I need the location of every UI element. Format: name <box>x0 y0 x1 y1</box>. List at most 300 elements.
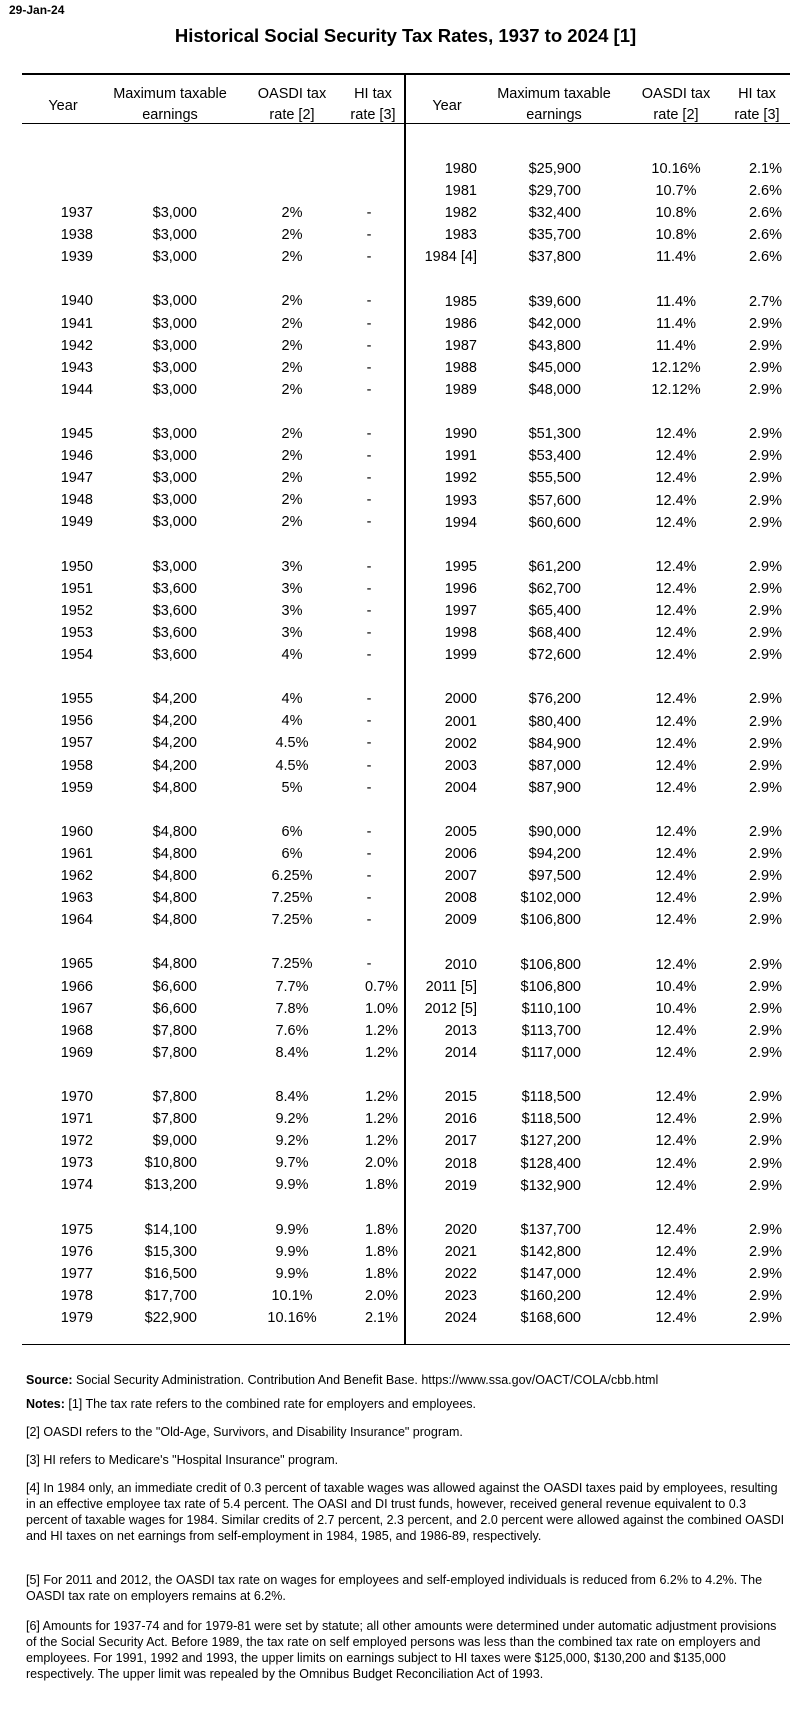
cell-oasdi-rate: 6% <box>281 845 303 862</box>
cell-year: 1948 <box>60 492 93 509</box>
cell-year: 1941 <box>60 315 93 332</box>
header-year-right: Year <box>432 98 462 114</box>
cell-max-earnings: $3,000 <box>152 381 197 398</box>
cell-oasdi-rate: 7.25% <box>271 890 313 907</box>
cell-hi-rate: 2.9% <box>748 1022 782 1039</box>
cell-year: 1958 <box>60 757 93 774</box>
cell-hi-rate: - <box>366 757 372 774</box>
cell-hi-rate: 2.9% <box>748 492 782 509</box>
cell-oasdi-rate: 12.4% <box>655 1111 697 1128</box>
cell-hi-rate: 2.9% <box>748 1111 782 1128</box>
cell-oasdi-rate: 12.4% <box>655 1266 697 1282</box>
cell-year: 1944 <box>60 381 93 398</box>
header-oasdi-line1: OASDI tax <box>257 86 327 102</box>
cell-year: 1949 <box>60 514 93 531</box>
cell-hi-rate: 2.9% <box>748 713 782 730</box>
cell-max-earnings: $3,000 <box>152 514 197 531</box>
cell-max-earnings: $14,100 <box>144 1221 197 1238</box>
cell-oasdi-rate: 9.9% <box>275 1177 309 1194</box>
cell-oasdi-rate: 4.5% <box>275 757 309 774</box>
cell-year: 1975 <box>60 1221 93 1238</box>
cell-max-earnings: $106,800 <box>520 978 581 995</box>
cell-hi-rate: 1.2% <box>364 1022 398 1039</box>
cell-hi-rate: - <box>366 205 372 221</box>
cell-oasdi-rate: 6% <box>281 823 303 840</box>
cell-year: 2014 <box>444 1045 477 1061</box>
source-line <box>26 1372 788 1388</box>
header-hi-line1: HI tax <box>354 86 392 102</box>
cell-oasdi-rate: 12.4% <box>655 1177 697 1194</box>
cell-hi-rate: - <box>366 647 372 663</box>
cell-oasdi-rate: 12.4% <box>655 470 697 487</box>
cell-year: 2008 <box>444 890 477 907</box>
cell-year: 2006 <box>444 846 477 863</box>
cell-oasdi-rate: 12.12% <box>651 382 701 398</box>
cell-year: 1961 <box>60 845 93 862</box>
cell-year: 1980 <box>444 161 477 177</box>
cell-hi-rate: 2.9% <box>748 625 782 642</box>
cell-year: 1959 <box>60 779 93 796</box>
cell-hi-rate: 1.8% <box>364 1177 398 1194</box>
cell-max-earnings: $55,500 <box>528 470 581 487</box>
cell-max-earnings: $53,400 <box>528 448 581 465</box>
cell-max-earnings: $3,000 <box>152 337 197 354</box>
header-oasdi-right <box>626 84 726 126</box>
cell-hi-rate: - <box>366 558 372 575</box>
cell-year: 2003 <box>444 757 477 774</box>
cell-max-earnings: $7,800 <box>152 1044 197 1061</box>
cell-oasdi-rate: 2% <box>281 205 303 221</box>
cell-oasdi-rate: 12.4% <box>655 1022 697 1039</box>
cell-oasdi-rate: 2% <box>281 514 303 531</box>
cell-oasdi-rate: 2% <box>281 249 303 266</box>
cell-hi-rate: - <box>366 624 372 641</box>
cell-max-earnings: $3,000 <box>152 359 197 376</box>
cell-oasdi-rate: 12.4% <box>655 1089 697 1106</box>
cell-hi-rate: - <box>366 912 372 929</box>
cell-oasdi-rate: 12.4% <box>655 1133 697 1150</box>
cell-hi-rate: 2.9% <box>748 580 782 597</box>
cell-max-earnings: $118,500 <box>521 1089 581 1106</box>
cell-hi-rate: 1.2% <box>364 1133 398 1150</box>
cell-oasdi-rate: 11.4% <box>655 337 697 354</box>
cell-max-earnings: $39,600 <box>528 293 581 310</box>
cell-oasdi-rate: 6.25% <box>271 868 313 884</box>
cell-max-earnings: $3,000 <box>152 470 197 487</box>
cell-hi-rate: 2.9% <box>748 603 782 619</box>
cell-hi-rate: 1.2% <box>364 1111 398 1128</box>
header-max-left <box>100 84 240 126</box>
cell-year: 2007 <box>444 868 477 885</box>
source-text: Social Security Administration. Contribution And Benefit Base. https://www.ssa.gov/OACT/COLA/cbb.html <box>72 1373 659 1387</box>
cell-hi-rate: 2.9% <box>748 426 782 443</box>
cell-max-earnings: $94,200 <box>528 846 581 863</box>
cell-hi-rate: - <box>366 492 372 509</box>
cell-year: 1939 <box>60 249 93 266</box>
cell-year: 1952 <box>60 602 93 619</box>
cell-hi-rate: 2.9% <box>748 1266 782 1282</box>
cell-max-earnings: $61,200 <box>528 558 581 575</box>
cell-max-earnings: $4,200 <box>152 735 197 752</box>
cell-oasdi-rate: 10.16% <box>267 1310 317 1326</box>
cell-hi-rate: 2.9% <box>748 448 782 465</box>
cell-max-earnings: $48,000 <box>528 382 581 398</box>
cell-oasdi-rate: 9.7% <box>275 1155 309 1172</box>
cell-year: 1973 <box>60 1155 93 1172</box>
cell-oasdi-rate: 4.5% <box>275 735 309 752</box>
cell-hi-rate: 2.6% <box>748 249 782 266</box>
cell-hi-rate: 2.9% <box>748 868 782 885</box>
header-max-line1: Maximum taxable <box>497 86 611 102</box>
cell-year: 1983 <box>444 227 477 244</box>
header-oasdi-line1: OASDI tax <box>641 86 711 102</box>
cell-year: 1988 <box>444 359 477 376</box>
cell-hi-rate: - <box>366 293 372 310</box>
cell-year: 1938 <box>60 227 93 244</box>
cell-oasdi-rate: 12.4% <box>655 426 697 443</box>
cell-oasdi-rate: 12.4% <box>655 1045 697 1061</box>
cell-hi-rate: 2.9% <box>748 558 782 575</box>
note-1-text: [1] The tax rate refers to the combined rate for employers and employees. <box>64 1397 476 1411</box>
cell-max-earnings: $37,800 <box>528 249 581 266</box>
cell-oasdi-rate: 2% <box>281 227 303 244</box>
cell-year: 2017 <box>444 1133 477 1150</box>
note-2: [2] OASDI refers to the "Old-Age, Survivors, and Disability Insurance" program. <box>26 1425 463 1439</box>
cell-max-earnings: $147,000 <box>520 1266 581 1282</box>
cell-max-earnings: $17,700 <box>144 1287 197 1304</box>
cell-oasdi-rate: 7.7% <box>275 978 309 995</box>
cell-max-earnings: $3,000 <box>152 293 197 310</box>
cell-max-earnings: $35,700 <box>528 227 581 244</box>
cell-hi-rate: 1.2% <box>364 1089 398 1105</box>
cell-max-earnings: $142,800 <box>520 1243 581 1260</box>
cell-year: 2022 <box>444 1266 477 1282</box>
cell-year: 1987 <box>444 337 477 354</box>
cell-year: 1992 <box>444 470 477 487</box>
cell-max-earnings: $7,800 <box>152 1022 197 1039</box>
cell-hi-rate: 2.9% <box>748 647 782 664</box>
cell-oasdi-rate: 2% <box>281 448 303 465</box>
cell-hi-rate: - <box>366 448 372 465</box>
cell-oasdi-rate: 9.9% <box>275 1243 309 1260</box>
cell-hi-rate: 2.0% <box>364 1155 398 1172</box>
cell-year: 1997 <box>444 603 477 619</box>
cell-oasdi-rate: 9.2% <box>275 1133 309 1150</box>
cell-year: 2016 <box>444 1111 477 1128</box>
cell-hi-rate: - <box>366 845 372 862</box>
cell-max-earnings: $4,800 <box>152 823 197 840</box>
cell-year: 1994 <box>444 514 477 531</box>
cell-year: 1976 <box>60 1243 93 1260</box>
cell-year: 1937 <box>60 205 93 221</box>
cell-year: 1964 <box>60 912 93 929</box>
cell-year: 1953 <box>60 624 93 641</box>
cell-oasdi-rate: 2% <box>281 426 303 442</box>
cell-oasdi-rate: 5% <box>281 779 303 796</box>
cell-hi-rate: 2.9% <box>748 1000 782 1017</box>
cell-year: 2018 <box>444 1155 477 1172</box>
header-hi-left <box>340 84 406 126</box>
cell-year: 2019 <box>444 1177 477 1194</box>
cell-year: 1947 <box>60 470 93 487</box>
cell-hi-rate: 2.9% <box>748 735 782 752</box>
cell-oasdi-rate: 12.4% <box>655 1243 697 1260</box>
cell-oasdi-rate: 8.4% <box>275 1044 309 1061</box>
cell-hi-rate: 2.9% <box>748 846 782 863</box>
cell-max-earnings: $87,000 <box>528 757 581 774</box>
header-hi-line2: rate [3] <box>734 107 780 123</box>
note-5: [5] For 2011 and 2012, the OASDI tax rate on wages for employees and self-employed individuals is reduced from 6.2% to 4.2%. The OASDI tax rate on employers remains at 6.2%. <box>26 1573 763 1603</box>
cell-oasdi-rate: 4% <box>281 647 303 663</box>
cell-max-earnings: $25,900 <box>528 161 581 177</box>
cell-max-earnings: $160,200 <box>520 1288 581 1305</box>
cell-hi-rate: 2.9% <box>748 1243 782 1260</box>
cell-oasdi-rate: 12.4% <box>655 1155 697 1172</box>
cell-year: 1986 <box>444 315 477 332</box>
cell-year: 1945 <box>60 426 93 442</box>
cell-max-earnings: $7,800 <box>152 1089 197 1105</box>
cell-oasdi-rate: 10.8% <box>655 227 697 244</box>
cell-max-earnings: $51,300 <box>528 426 581 443</box>
cell-oasdi-rate: 4% <box>281 713 303 730</box>
cell-year: 1990 <box>444 426 477 443</box>
cell-oasdi-rate: 7.25% <box>271 956 313 973</box>
cell-hi-rate: - <box>366 359 372 376</box>
cell-oasdi-rate: 11.4% <box>655 315 697 332</box>
cell-year: 1965 <box>60 956 93 973</box>
cell-hi-rate: - <box>366 691 372 708</box>
cell-hi-rate: 1.8% <box>364 1221 398 1238</box>
source-label: Source: <box>26 1373 73 1387</box>
cell-hi-rate: 2.7% <box>748 293 782 310</box>
header-hi-right <box>724 84 790 126</box>
cell-hi-rate: 2.9% <box>748 824 782 840</box>
cell-max-earnings: $62,700 <box>528 580 581 597</box>
cell-oasdi-rate: 12.4% <box>655 492 697 509</box>
cell-max-earnings: $76,200 <box>528 691 581 708</box>
cell-hi-rate: - <box>366 514 372 531</box>
cell-year: 1960 <box>60 823 93 840</box>
cell-year: 1957 <box>60 735 93 752</box>
cell-oasdi-rate: 10.7% <box>655 183 697 200</box>
cell-year: 1981 <box>444 183 477 200</box>
cell-max-earnings: $3,600 <box>152 624 197 641</box>
note-4: [4] In 1984 only, an immediate credit of 0.3 percent of taxable wages was allowed against the OASDI taxes paid by employees, resulting in an effective employee tax rate of 5.4 percent. The OASI and DI trust funds, however, received general revenue equivalent to 0.3 percent of taxable wages for 1984. Similar credits of 2.7 percent, 2.3 percent, and 2.0 percent were allowed against the combined OASDI and HI taxes on net earnings from self-employment in 1984, 1985, and 1986-89, respectively. <box>26 1481 785 1543</box>
cell-hi-rate: - <box>366 315 372 332</box>
cell-hi-rate: 2.9% <box>748 382 782 398</box>
cell-hi-rate: - <box>366 337 372 354</box>
table-top-rule <box>22 73 790 75</box>
cell-year: 1968 <box>60 1022 93 1039</box>
cell-hi-rate: 2.0% <box>364 1287 398 1304</box>
cell-year: 1989 <box>444 382 477 398</box>
cell-oasdi-rate: 12.4% <box>655 824 697 840</box>
cell-year: 1962 <box>60 868 93 884</box>
cell-year: 2012 [5] <box>424 1000 477 1017</box>
cell-max-earnings: $16,500 <box>144 1265 197 1282</box>
cell-oasdi-rate: 12.4% <box>655 735 697 752</box>
cell-max-earnings: $132,900 <box>520 1177 581 1194</box>
cell-oasdi-rate: 3% <box>281 602 303 619</box>
cell-max-earnings: $4,800 <box>152 868 197 884</box>
cell-oasdi-rate: 3% <box>281 558 303 575</box>
cell-hi-rate: 2.9% <box>748 691 782 708</box>
cell-hi-rate: - <box>366 779 372 796</box>
cell-oasdi-rate: 10.4% <box>655 978 697 995</box>
cell-year: 1998 <box>444 625 477 642</box>
cell-max-earnings: $6,600 <box>152 978 197 995</box>
cell-hi-rate: 2.9% <box>748 315 782 332</box>
cell-max-earnings: $4,200 <box>152 713 197 730</box>
cell-hi-rate: 0.7% <box>364 978 398 995</box>
cell-oasdi-rate: 3% <box>281 580 303 597</box>
cell-max-earnings: $13,200 <box>144 1177 197 1194</box>
header-year-left: Year <box>48 98 78 114</box>
cell-hi-rate: 2.9% <box>748 779 782 796</box>
cell-max-earnings: $68,400 <box>528 625 581 642</box>
cell-year: 1977 <box>60 1265 93 1282</box>
cell-oasdi-rate: 12.4% <box>655 448 697 465</box>
cell-year: 1993 <box>444 492 477 509</box>
cell-hi-rate: 1.8% <box>364 1243 398 1260</box>
cell-max-earnings: $72,600 <box>528 647 581 664</box>
cell-max-earnings: $10,800 <box>144 1155 197 1172</box>
cell-year: 2015 <box>444 1089 477 1106</box>
cell-oasdi-rate: 12.4% <box>655 1288 697 1305</box>
header-oasdi-line2: rate [2] <box>653 107 699 123</box>
cell-max-earnings: $3,600 <box>152 580 197 597</box>
cell-year: 2001 <box>444 713 477 730</box>
cell-year: 1950 <box>60 558 93 575</box>
cell-hi-rate: 2.6% <box>748 183 782 200</box>
cell-year: 2021 <box>444 1243 477 1260</box>
cell-hi-rate: 2.1% <box>748 161 782 177</box>
cell-year: 2013 <box>444 1022 477 1039</box>
cell-oasdi-rate: 4% <box>281 691 303 708</box>
cell-oasdi-rate: 12.4% <box>655 779 697 796</box>
cell-oasdi-rate: 12.4% <box>655 956 697 973</box>
cell-oasdi-rate: 3% <box>281 624 303 641</box>
cell-oasdi-rate: 12.4% <box>655 580 697 597</box>
cell-oasdi-rate: 12.4% <box>655 713 697 730</box>
cell-hi-rate: - <box>366 890 372 907</box>
cell-hi-rate: 2.9% <box>748 359 782 376</box>
cell-oasdi-rate: 12.4% <box>655 868 697 885</box>
cell-max-earnings: $57,600 <box>528 492 581 509</box>
cell-max-earnings: $3,600 <box>152 602 197 619</box>
cell-max-earnings: $65,400 <box>528 603 581 619</box>
cell-max-earnings: $4,800 <box>152 779 197 796</box>
cell-max-earnings: $3,000 <box>152 558 197 575</box>
cell-year: 1967 <box>60 1000 93 1017</box>
cell-max-earnings: $15,300 <box>144 1243 197 1260</box>
cell-max-earnings: $106,800 <box>520 912 581 929</box>
cell-oasdi-rate: 12.4% <box>655 558 697 575</box>
cell-year: 2000 <box>444 691 477 708</box>
cell-year: 1991 <box>444 448 477 465</box>
cell-oasdi-rate: 7.8% <box>275 1000 309 1017</box>
cell-max-earnings: $3,000 <box>152 315 197 332</box>
cell-max-earnings: $80,400 <box>528 713 581 730</box>
cell-max-earnings: $87,900 <box>528 779 581 796</box>
cell-max-earnings: $110,100 <box>521 1000 581 1017</box>
cell-max-earnings: $3,600 <box>152 647 197 663</box>
cell-hi-rate: - <box>366 713 372 730</box>
cell-max-earnings: $97,500 <box>528 868 581 885</box>
cell-max-earnings: $29,700 <box>528 183 581 200</box>
cell-oasdi-rate: 9.9% <box>275 1265 309 1282</box>
cell-oasdi-rate: 12.4% <box>655 625 697 642</box>
cell-max-earnings: $4,800 <box>152 845 197 862</box>
cell-oasdi-rate: 12.4% <box>655 890 697 907</box>
cell-year: 2011 [5] <box>425 978 477 995</box>
cell-year: 2020 <box>444 1221 477 1238</box>
cell-max-earnings: $42,000 <box>528 315 581 332</box>
cell-year: 1985 <box>444 293 477 310</box>
cell-year: 1979 <box>60 1310 93 1326</box>
cell-hi-rate: 2.9% <box>748 1155 782 1172</box>
header-max-line1: Maximum taxable <box>113 86 227 102</box>
cell-oasdi-rate: 9.9% <box>275 1221 309 1238</box>
cell-max-earnings: $168,600 <box>520 1310 581 1327</box>
cell-year: 2004 <box>444 779 477 796</box>
cell-hi-rate: - <box>366 249 372 266</box>
cell-oasdi-rate: 12.4% <box>655 691 697 708</box>
cell-hi-rate: - <box>366 823 372 840</box>
cell-oasdi-rate: 12.4% <box>655 1310 697 1327</box>
cell-hi-rate: 2.9% <box>748 514 782 531</box>
cell-max-earnings: $7,800 <box>152 1111 197 1128</box>
cell-oasdi-rate: 12.4% <box>655 757 697 774</box>
note-3: [3] HI refers to Medicare's "Hospital Insurance" program. <box>26 1453 339 1467</box>
cell-hi-rate: 2.9% <box>748 1310 782 1327</box>
cell-oasdi-rate: 2% <box>281 359 303 376</box>
cell-max-earnings: $106,800 <box>520 956 581 973</box>
cell-max-earnings: $22,900 <box>144 1310 197 1326</box>
cell-max-earnings: $60,600 <box>528 514 581 531</box>
cell-oasdi-rate: 2% <box>281 492 303 509</box>
cell-hi-rate: 2.9% <box>748 890 782 907</box>
cell-oasdi-rate: 10.1% <box>271 1287 313 1304</box>
cell-hi-rate: 2.9% <box>748 956 782 973</box>
cell-hi-rate: 2.9% <box>748 1288 782 1305</box>
cell-oasdi-rate: 8.4% <box>275 1089 309 1105</box>
cell-max-earnings: $118,500 <box>521 1111 581 1128</box>
table-bottom-rule <box>22 1344 790 1345</box>
cell-year: 1982 <box>444 205 477 222</box>
cell-max-earnings: $4,800 <box>152 912 197 929</box>
cell-hi-rate: - <box>366 868 372 884</box>
cell-year: 1970 <box>60 1089 93 1105</box>
page-title: Historical Social Security Tax Rates, 1937 to 2024 [1] <box>174 25 637 46</box>
cell-oasdi-rate: 10.4% <box>655 1000 697 1017</box>
cell-max-earnings: $3,000 <box>152 205 197 221</box>
cell-oasdi-rate: 12.4% <box>655 603 697 619</box>
cell-max-earnings: $9,000 <box>152 1133 197 1150</box>
header-oasdi-left <box>242 84 342 126</box>
cell-year: 1963 <box>60 890 93 907</box>
report-date: 29-Jan-24 <box>9 3 65 17</box>
cell-max-earnings: $117,000 <box>521 1045 581 1061</box>
cell-max-earnings: $3,000 <box>152 227 197 244</box>
cell-year: 1956 <box>60 713 93 730</box>
cell-hi-rate: 2.9% <box>748 1177 782 1194</box>
note-1 <box>26 1396 788 1412</box>
cell-hi-rate: 2.9% <box>748 912 782 929</box>
cell-max-earnings: $6,600 <box>152 1000 197 1017</box>
cell-oasdi-rate: 9.2% <box>275 1111 309 1128</box>
cell-max-earnings: $4,200 <box>152 691 197 708</box>
